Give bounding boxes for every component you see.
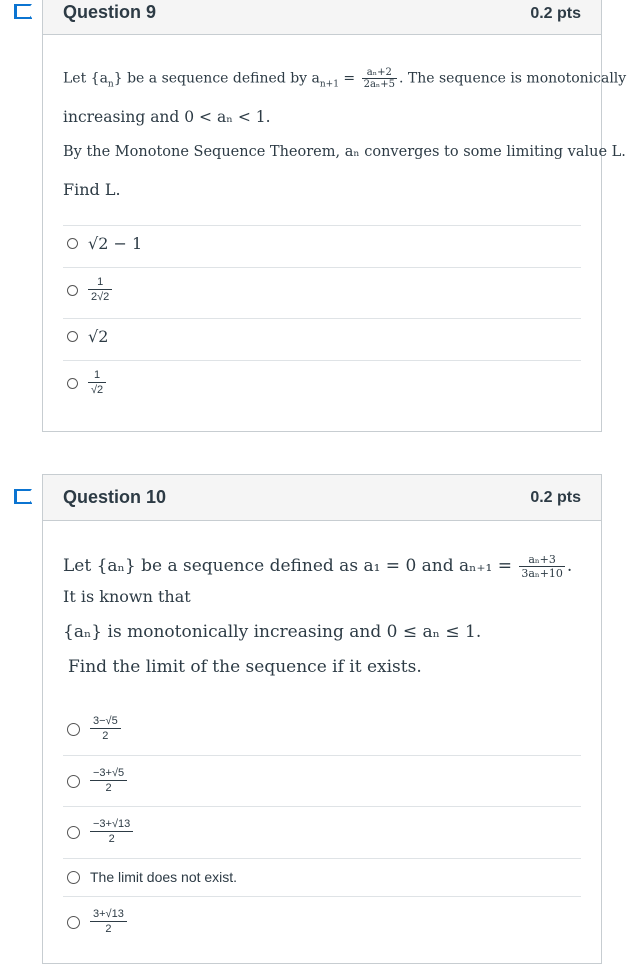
question-text-line-2: It is known that	[63, 587, 191, 606]
radio-button[interactable]	[67, 238, 78, 249]
answer-label: √2	[88, 327, 109, 346]
question-text-line-3: {aₙ} is monotonically increasing and 0 ≤ aₙ ≤ 1.	[63, 622, 482, 642]
answer-option[interactable]	[67, 327, 108, 346]
divider	[63, 755, 581, 756]
radio-button[interactable]	[67, 331, 78, 342]
answer-option[interactable]	[67, 276, 112, 304]
question-text-line-3: By the Monotone Sequence Theorem, aₙ converges to some limiting value L.	[63, 144, 626, 160]
answer-option[interactable]	[67, 818, 133, 846]
answer-option[interactable]	[67, 767, 127, 795]
divider	[63, 806, 581, 807]
divider	[63, 858, 581, 859]
divider	[63, 318, 581, 319]
answer-fraction: $\frac{-3+√5}{2}$	[90, 767, 127, 795]
answer-option[interactable]	[67, 715, 121, 743]
radio-button[interactable]	[67, 775, 80, 788]
question-text-line-1: Let {aₙ} be a sequence defined as a₁ = 0 and aₙ₊₁ = $\frac{\text{aₙ+3}}{\text{3aₙ+10}}$ .	[63, 553, 573, 580]
radio-button[interactable]	[67, 723, 80, 736]
question-text-line-1: Let $\{a_n\}$ be a sequence defined by $a_{n+1}$ = $\frac{\text{aₙ+2}}{\text{2aₙ+5}}$ . The sequence is monotonically	[63, 67, 627, 90]
bookmark-flag-icon[interactable]	[14, 489, 32, 504]
divider	[63, 225, 581, 226]
question-title: Question 10	[63, 487, 167, 507]
answer-fraction: $\frac{1}{√2}$	[88, 369, 106, 397]
radio-button[interactable]	[67, 378, 78, 389]
answer-option[interactable]	[67, 234, 142, 253]
answer-fraction: $\frac{-3+√13}{2}$	[90, 818, 133, 846]
question-text-line-4: Find L.	[63, 180, 121, 199]
divider	[63, 267, 581, 268]
question-10-card	[42, 474, 602, 964]
divider	[63, 896, 581, 897]
radio-button[interactable]	[67, 916, 80, 929]
answer-option[interactable]	[67, 369, 106, 397]
answer-fraction: $\frac{3+√13}{2}$	[90, 908, 127, 936]
answer-label: √2 − 1	[88, 234, 143, 253]
question-points: 0.2 pts	[530, 489, 581, 506]
question-text-line-2: increasing and 0 < aₙ < 1.	[63, 108, 271, 126]
question-9-card	[42, 0, 627, 432]
radio-button[interactable]	[67, 285, 78, 296]
question-text-line-4: Find the limit of the sequence if it exists.	[68, 657, 422, 677]
answer-option[interactable]	[67, 869, 237, 885]
answer-label: The limit does not exist.	[90, 869, 238, 885]
question-9-header	[43, 0, 601, 35]
answer-fraction: $\frac{3-√5}{2}$	[90, 715, 121, 743]
bookmark-flag-icon[interactable]	[14, 4, 32, 19]
question-points: 0.2 pts	[530, 5, 581, 22]
divider	[63, 360, 581, 361]
question-title: Question 9	[63, 2, 157, 22]
answer-option[interactable]	[67, 908, 127, 936]
radio-button[interactable]	[67, 871, 80, 884]
question-10-header	[43, 475, 601, 521]
answer-fraction: $\frac{1}{2√2}$	[88, 276, 112, 304]
radio-button[interactable]	[67, 826, 80, 839]
